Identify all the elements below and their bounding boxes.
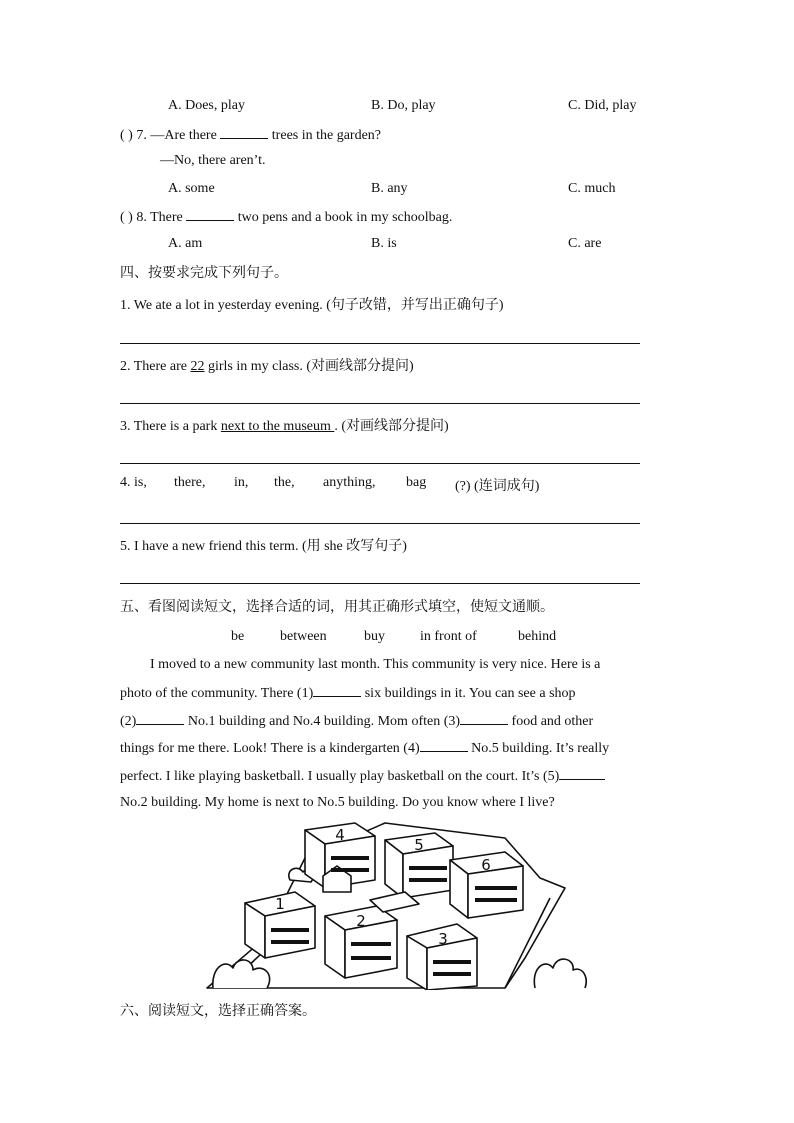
building-number: 6	[481, 856, 491, 874]
answer-paren[interactable]: ( )	[120, 128, 133, 143]
s4-word: (?) (连词成句)	[455, 479, 540, 494]
s4-item-2-pre: 2. There are	[120, 359, 191, 374]
s4-item-2-underlined: 22	[190, 359, 205, 374]
word-bank-item: buy	[364, 629, 385, 644]
q6-option-c: C. Did, play	[568, 98, 637, 113]
word-bank-item: between	[280, 629, 327, 644]
question-7-text-b: trees in the garden?	[271, 128, 382, 143]
question-8-text-a: 8. There	[136, 210, 183, 225]
s4-word: bag	[406, 475, 427, 490]
passage-line: perfect. I like playing basketball. I usually play basketball on the court. It’s (5)	[120, 767, 605, 785]
blank-2[interactable]	[136, 712, 184, 725]
answer-line-3[interactable]	[120, 463, 640, 464]
building-number: 5	[414, 836, 424, 854]
s4-item-5: 5. I have a new friend this term. (用 she 改写句子)	[120, 539, 407, 554]
answer-line-5[interactable]	[120, 583, 640, 584]
q8-option-c: C. are	[568, 236, 602, 251]
s4-item-2	[120, 355, 414, 375]
section-6-title: 六、阅读短文，选择正确答案。	[120, 1003, 316, 1019]
blank-3[interactable]	[460, 712, 508, 725]
q6-option-a: A. Does, play	[168, 98, 245, 113]
passage-line: photo of the community. There (1) six buildings in it. You can see a shop	[120, 686, 576, 701]
answer-line-4[interactable]	[120, 523, 640, 524]
passage-line: No.2 building. My home is next to No.5 building. Do you know where I live?	[120, 795, 555, 810]
blank-1[interactable]	[313, 684, 361, 697]
building-number: 4	[335, 826, 345, 844]
word-bank-item: in front of	[420, 629, 477, 644]
s4-word: in,	[234, 475, 249, 490]
s4-word: the,	[274, 475, 295, 490]
q6-option-b: B. Do, play	[371, 98, 436, 113]
question-8-text-b: two pens and a book in my schoolbag.	[237, 210, 453, 225]
section-4-title: 四、按要求完成下列句子。	[120, 265, 288, 281]
question-7	[120, 126, 381, 144]
passage-line: things for me there. Look! There is a kindergarten (4) No.5 building. It’s really	[120, 741, 610, 756]
q7-option-b: B. any	[371, 181, 408, 196]
s4-item-4	[0, 475, 794, 495]
question-8	[120, 208, 452, 226]
answer-line-2[interactable]	[120, 403, 640, 404]
building-number: 2	[356, 912, 366, 930]
s4-item-3-pre: 3. There is a park	[120, 419, 221, 434]
q7-option-a: A. some	[168, 181, 215, 196]
building-number: 3	[438, 930, 448, 948]
passage-line: (2) No.1 building and No.4 building. Mom often (3) food and other	[120, 714, 594, 729]
question-7-blank[interactable]	[220, 126, 268, 139]
passage-line: I moved to a new community last month. This community is very nice. Here is a	[150, 657, 601, 672]
s4-item-3	[120, 415, 449, 435]
s4-item-3-underlined: next to the museum	[220, 419, 335, 434]
word-bank	[0, 629, 794, 649]
word-bank-item: behind	[518, 629, 557, 644]
answer-line-1[interactable]	[120, 343, 640, 344]
question-7-reply: —No, there aren’t.	[160, 153, 266, 168]
q8-option-a: A. am	[168, 236, 203, 251]
question-8-blank[interactable]	[186, 208, 234, 221]
section-5-title: 五、看图阅读短文，选择合适的词，用其正确形式填空，使短文通顺。	[120, 599, 554, 615]
s4-item-3-post: . (对画线部分提问)	[334, 419, 449, 434]
s4-item-1: 1. We ate a lot in yesterday evening. (句子改错，并写出正确句子)	[120, 298, 504, 313]
building-number: 1	[275, 895, 285, 913]
question-7-text-a: 7. —Are there	[136, 128, 217, 143]
q7-option-c: C. much	[568, 181, 616, 196]
s4-word: anything,	[323, 475, 376, 490]
blank-5[interactable]	[559, 767, 605, 780]
q8-option-b: B. is	[371, 236, 397, 251]
word-bank-item: be	[231, 629, 245, 644]
s4-item-2-post: girls in my class. (对画线部分提问)	[204, 359, 414, 374]
blank-4[interactable]	[420, 739, 468, 752]
s4-word: 4. is,	[120, 475, 147, 490]
community-illustration	[205, 818, 590, 990]
s4-word: there,	[174, 475, 206, 490]
answer-paren[interactable]: ( )	[120, 210, 133, 225]
